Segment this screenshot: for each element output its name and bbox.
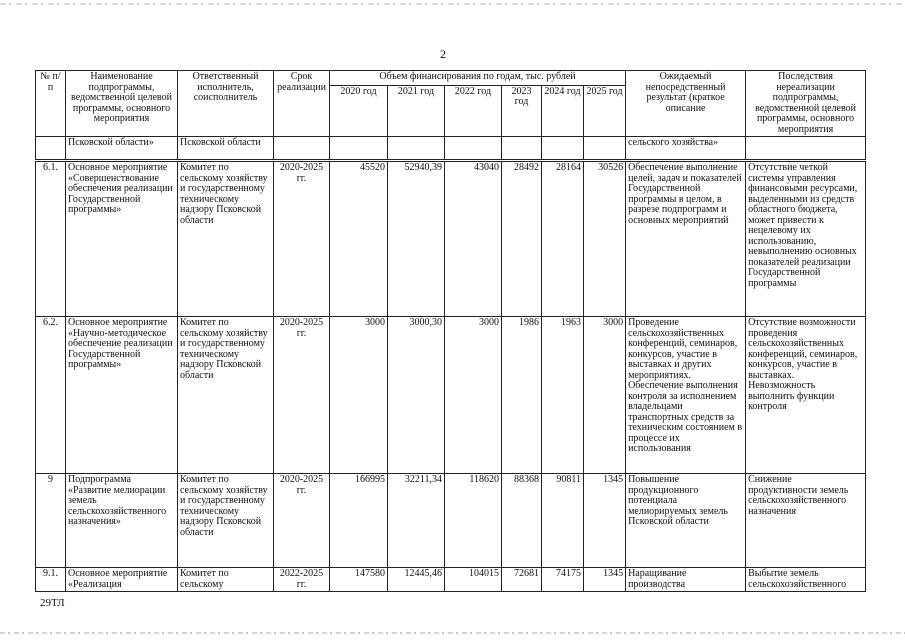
cell-name: Основное мероприятие «Совершенствование обеспечения реализации Государственной программы» <box>66 161 178 317</box>
cell-term: 2022-2025 гг. <box>274 568 330 592</box>
cell-y2023: 28492 <box>502 161 542 317</box>
cell-y2022: 3000 <box>445 317 502 474</box>
cell-y2025: 1345 <box>584 568 626 592</box>
cell-y2022: 118620 <box>445 474 502 568</box>
cell-expected: сельского хозяйства» <box>626 137 746 161</box>
cell-name: Основное мероприятие «Реализация <box>66 568 178 592</box>
cell-y2021: 52940,39 <box>388 161 445 317</box>
cell-expected: Наращивание производства <box>626 568 746 592</box>
cell-expected: Проведение сельскохозяйственных конференций, семинаров, конкурсов, участие в выставках и других мероприятиях. Обеспечение выполнения контроля за исполнением владельцами транспортных средств за техническим состоянием в процессе их использования <box>626 317 746 474</box>
header-funding: Объем финансирования по годам, тыс. рублей <box>330 71 626 86</box>
cell-y2021: 3000,30 <box>388 317 445 474</box>
scan-edge-top <box>0 3 905 5</box>
cell-y2021: 12445,46 <box>388 568 445 592</box>
table-row <box>36 317 866 474</box>
cell-responsible: Комитет по сельскому хозяйству и государственному техническому надзору Псковской области <box>178 161 274 317</box>
header-expected: Ожидаемый непосредственный результат (краткое описание <box>626 71 746 137</box>
cell-y2020: 147580 <box>330 568 388 592</box>
cell-y2022: 104015 <box>445 568 502 592</box>
table-row <box>36 568 866 592</box>
cell-y2023: 1986 <box>502 317 542 474</box>
cell-consequences: Выбытие земель сельскохозяйственного <box>746 568 866 592</box>
cell-num: 9.1. <box>36 568 66 592</box>
header-year: 2025 год <box>584 85 626 136</box>
cell-y2024: 28164 <box>542 161 584 317</box>
cell-y2025: 3000 <box>584 317 626 474</box>
cell-y2025: 30526 <box>584 161 626 317</box>
cell-y2024: 1963 <box>542 317 584 474</box>
header-name: Наименование подпрограммы, ведомственной целевой программы, основного мероприятия <box>66 71 178 137</box>
cell-term: 2020-2025 гг. <box>274 474 330 568</box>
cell-expected: Повышение продукционного потенциала мелиорируемых земель Псковской области <box>626 474 746 568</box>
cell-y2020: 45520 <box>330 161 388 317</box>
header-num: № п/п <box>36 71 66 137</box>
cell-consequences: Снижение продуктивности земель сельскохозяйственного назначения <box>746 474 866 568</box>
cell-num: 9 <box>36 474 66 568</box>
cell-y2024: 74175 <box>542 568 584 592</box>
financing-table <box>35 70 866 592</box>
cell-y2020: 166995 <box>330 474 388 568</box>
footer-code: 29ТЛ <box>40 597 65 609</box>
cell-name: Псковской области» <box>66 137 178 161</box>
header-responsible: Ответственный исполнитель, соисполнитель <box>178 71 274 137</box>
scan-edge-bottom <box>0 632 905 634</box>
cell-consequences: Отсутствие четкой системы управления финансовыми ресурсами, выделенными из средств областного бюджета, может привести к нецелевому их использованию, невыполнению основных показателей реализации Государственной программы <box>746 161 866 317</box>
cell-y2021: 32211,34 <box>388 474 445 568</box>
cell-y2023: 88368 <box>502 474 542 568</box>
cell-y2020: 3000 <box>330 317 388 474</box>
cell-responsible: Комитет по сельскому <box>178 568 274 592</box>
cell-responsible: Псковской области <box>178 137 274 161</box>
header-term: Срок реализации <box>274 71 330 137</box>
cell-y2025: 1345 <box>584 474 626 568</box>
header-consequences: Последствия нереализации подпрограммы, ведомственной целевой программы, основного мероприятия <box>746 71 866 137</box>
table-row <box>36 161 866 317</box>
cell-num: 6.1. <box>36 161 66 317</box>
header-year: 2021 год <box>388 85 445 136</box>
cell-consequences: Отсутствие возможности проведения сельскохозяйственных конференций, семинаров, конкурсов, участие в выставках. Невозможность выполнить функции контроля <box>746 317 866 474</box>
cell-term: 2020-2025 гг. <box>274 161 330 317</box>
header-year: 2020 год <box>330 85 388 136</box>
header-year: 2022 год <box>445 85 502 136</box>
cell-y2024: 90811 <box>542 474 584 568</box>
cell-num: 6.2. <box>36 317 66 474</box>
cell-expected: Обеспечение выполнение целей, задач и показателей Государственной программы в целом, в разрезе подпрограмм и основных мероприятий <box>626 161 746 317</box>
header-year: 2023 год <box>502 85 542 136</box>
header-year: 2024 год <box>542 85 584 136</box>
cell-y2023: 72681 <box>502 568 542 592</box>
cell-responsible: Комитет по сельскому хозяйству и государственному техническому надзору Псковской области <box>178 474 274 568</box>
table-row <box>36 474 866 568</box>
cell-responsible: Комитет по сельскому хозяйству и государственному техническому надзору Псковской области <box>178 317 274 474</box>
cell-name: Подпрограмма «Развитие мелиорации земель сельскохозяйственного назначения» <box>66 474 178 568</box>
table-row-continuation <box>36 137 866 161</box>
page-number: 2 <box>440 47 446 61</box>
cell-term: 2020-2025 гг. <box>274 317 330 474</box>
cell-y2022: 43040 <box>445 161 502 317</box>
cell-name: Основное мероприятие «Научно-методическое обеспечение реализации Государственной программы» <box>66 317 178 474</box>
